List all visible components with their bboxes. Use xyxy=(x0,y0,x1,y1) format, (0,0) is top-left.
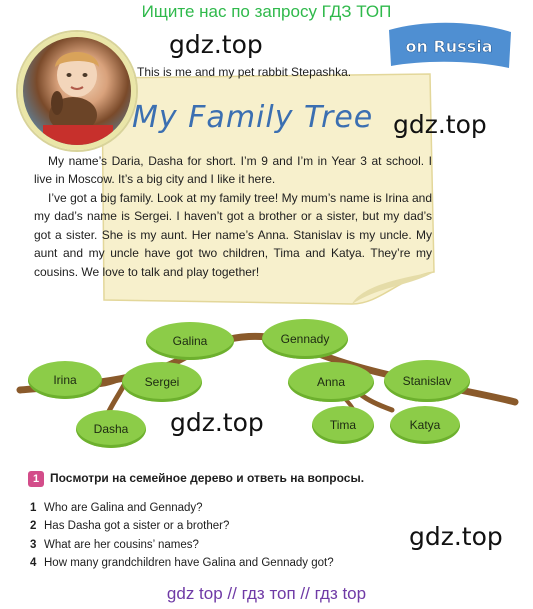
watermark: gdz.top xyxy=(170,408,264,437)
girl-with-rabbit-photo xyxy=(18,32,136,150)
tree-node-galina: Galina xyxy=(146,322,234,360)
story-paragraph: I’ve got a big family. Look at my family tree! My mum’s name is Irina and my dad’s name is Sergei. I haven’t got a brother or a sister, but my dad’s got a sister. She is my aunt. Her name’s Anna. Stanislav is my uncle. My aunt and my uncle have got two children, Tima and Katya. They’re my cousins. We love to talk and play together! xyxy=(34,191,432,279)
tree-node-tima: Tima xyxy=(312,406,374,444)
watermark: gdz.top xyxy=(409,522,503,551)
task-instruction: Посмотри на семейное дерево и ответь на вопросы. xyxy=(50,471,365,485)
question-number: 3 xyxy=(30,539,37,551)
question-text: How many grandchildren have Galina and Gennady got? xyxy=(44,557,334,569)
page-title: My Family Tree xyxy=(132,100,374,135)
question-number: 4 xyxy=(30,557,37,569)
question-text: Who are Galina and Gennady? xyxy=(44,502,203,514)
question-item xyxy=(30,502,203,514)
watermark: gdz.top xyxy=(393,110,487,139)
photo-caption: This is me and my pet rabbit Stepashka. xyxy=(137,65,352,79)
tree-node-stanislav: Stanislav xyxy=(384,360,470,402)
question-number: 2 xyxy=(30,520,37,532)
bottom-banner: gdz top // гдз топ // гдз top xyxy=(166,584,367,603)
tree-node-dasha: Dasha xyxy=(76,410,146,448)
question-item xyxy=(30,539,199,551)
question-item xyxy=(30,520,229,532)
question-number: 1 xyxy=(30,502,37,514)
tree-node-anna: Anna xyxy=(288,362,374,402)
tree-node-katya: Katya xyxy=(390,406,460,444)
question-text: Has Dasha got a sister or a brother? xyxy=(44,520,230,532)
story-paragraph: My name’s Daria, Dasha for short. I’m 9 and I’m in Year 3 at school. I live in Moscow. It’s a big city and I like it here. xyxy=(34,154,432,187)
question-item xyxy=(30,557,334,569)
svg-text:on Russia: on Russia xyxy=(405,37,493,56)
question-text: What are her cousins’ names? xyxy=(44,539,199,551)
tree-node-gennady: Gennady xyxy=(262,319,348,359)
top-banner: Ищите нас по запросу ГДЗ ТОП xyxy=(141,2,392,21)
tree-node-irina: Irina xyxy=(28,361,102,399)
watermark: gdz.top xyxy=(169,30,263,59)
task-number-badge: 1 xyxy=(28,471,44,487)
tree-node-sergei: Sergei xyxy=(122,362,202,402)
spotlight-logo xyxy=(383,22,515,72)
